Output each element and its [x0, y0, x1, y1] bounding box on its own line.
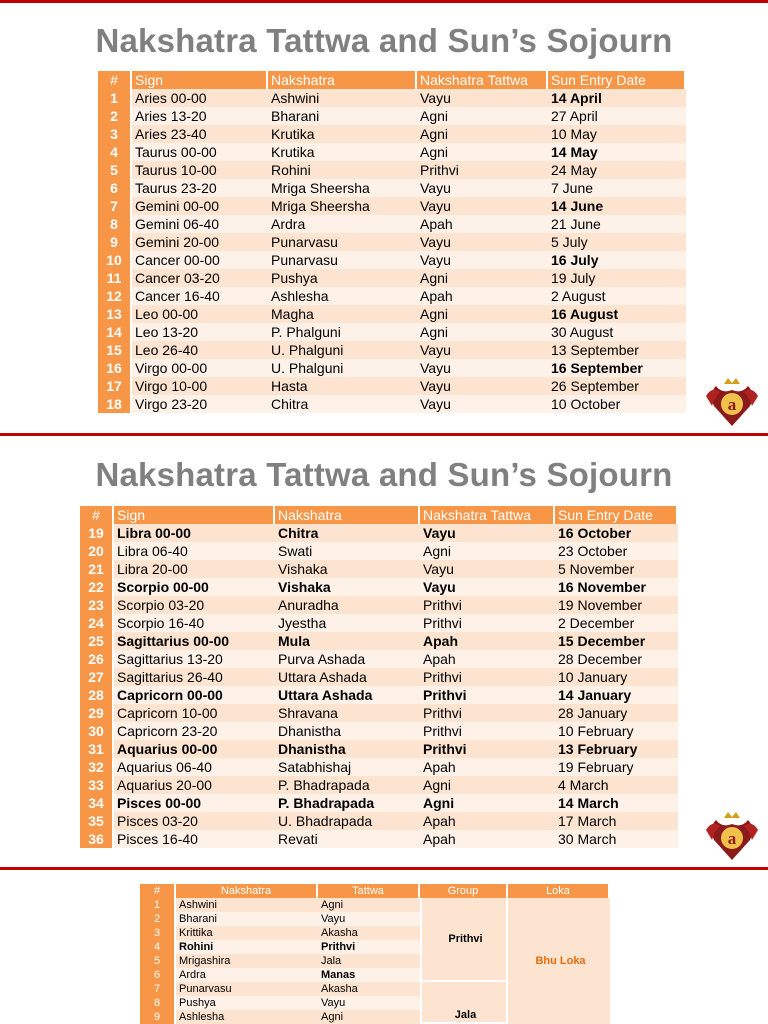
- row-number: 24: [80, 614, 114, 632]
- row-number: 25: [80, 632, 114, 650]
- nakshatra-cell: Chitra: [275, 524, 420, 542]
- table-row: [98, 287, 686, 305]
- sun-entry-date-cell: 16 July: [548, 251, 686, 269]
- table-row: [80, 722, 678, 740]
- tattwa-cell: Prithvi: [417, 161, 548, 179]
- table-row: [98, 89, 686, 107]
- slide1-title: Nakshatra Tattwa and Sun’s Sojourn: [95, 22, 673, 59]
- row-number: 4: [98, 143, 132, 161]
- tattwa-cell: Akasha: [318, 926, 420, 940]
- row-number: 11: [98, 269, 132, 287]
- column-header: Nakshatra: [275, 506, 420, 524]
- nakshatra-cell: Jyestha: [275, 614, 420, 632]
- sun-entry-date-cell: 17 March: [555, 812, 678, 830]
- nakshatra-cell: Rohini: [176, 940, 318, 954]
- sign-cell: Sagittarius 26-40: [114, 668, 275, 686]
- tattwa-cell: Prithvi: [420, 722, 555, 740]
- tattwa-cell: Prithvi: [420, 614, 555, 632]
- table-row: [80, 794, 678, 812]
- sun-entry-date-cell: 16 August: [548, 305, 686, 323]
- sign-cell: Aries 13-20: [132, 107, 268, 125]
- tattwa-cell: Vayu: [417, 359, 548, 377]
- sign-cell: Cancer 00-00: [132, 251, 268, 269]
- table-header-row: [140, 884, 610, 898]
- row-number: 9: [140, 1010, 176, 1024]
- nakshatra-cell: Revati: [275, 830, 420, 848]
- row-number: 8: [98, 215, 132, 233]
- column-header: Nakshatra Tattwa: [417, 71, 548, 89]
- tattwa-cell: Agni: [318, 1010, 420, 1024]
- sun-entry-date-cell: 28 January: [555, 704, 678, 722]
- table-row: [80, 830, 678, 848]
- row-number: 2: [98, 107, 132, 125]
- slide2-table: [80, 506, 678, 848]
- column-header: #: [140, 884, 176, 898]
- nakshatra-cell: Ardra: [176, 968, 318, 982]
- row-number: 7: [140, 982, 176, 996]
- nakshatra-cell: Punarvasu: [176, 982, 318, 996]
- row-number: 22: [80, 578, 114, 596]
- tattwa-cell: Agni: [417, 323, 548, 341]
- sun-entry-date-cell: 30 August: [548, 323, 686, 341]
- sun-entry-date-cell: 5 November: [555, 560, 678, 578]
- table-row: [80, 578, 678, 596]
- row-number: 16: [98, 359, 132, 377]
- tattwa-cell: Apah: [420, 812, 555, 830]
- row-number: 15: [98, 341, 132, 359]
- tattwa-cell: Apah: [420, 830, 555, 848]
- table-row: [98, 323, 686, 341]
- table-row: [98, 107, 686, 125]
- row-number: 10: [98, 251, 132, 269]
- row-number: 6: [140, 968, 176, 982]
- nakshatra-cell: Ardra: [268, 215, 417, 233]
- table-row: [80, 614, 678, 632]
- table-row: [98, 215, 686, 233]
- table-row: [140, 898, 610, 912]
- sun-entry-date-cell: 7 June: [548, 179, 686, 197]
- sign-cell: Scorpio 03-20: [114, 596, 275, 614]
- logo-letter: a: [727, 395, 737, 414]
- table-row: [98, 395, 686, 413]
- row-number: 35: [80, 812, 114, 830]
- sign-cell: Sagittarius 00-00: [114, 632, 275, 650]
- nakshatra-cell: Rohini: [268, 161, 417, 179]
- nakshatra-cell: Shravana: [275, 704, 420, 722]
- sun-entry-date-cell: 10 January: [555, 668, 678, 686]
- sun-entry-date-cell: 14 April: [548, 89, 686, 107]
- sun-entry-date-cell: 4 March: [555, 776, 678, 794]
- nakshatra-cell: Mriga Sheersha: [268, 179, 417, 197]
- sun-entry-date-cell: 15 December: [555, 632, 678, 650]
- sun-entry-date-cell: 19 February: [555, 758, 678, 776]
- table-row: [80, 668, 678, 686]
- sun-entry-date-cell: 19 November: [555, 596, 678, 614]
- row-number: 32: [80, 758, 114, 776]
- nakshatra-cell: P. Phalguni: [268, 323, 417, 341]
- nakshatra-cell: U. Bhadrapada: [275, 812, 420, 830]
- row-number: 9: [98, 233, 132, 251]
- nakshatra-cell: Vishaka: [275, 560, 420, 578]
- tattwa-cell: Prithvi: [420, 740, 555, 758]
- column-header: Sun Entry Date: [555, 506, 678, 524]
- row-number: 12: [98, 287, 132, 305]
- tattwa-cell: Agni: [420, 542, 555, 560]
- column-header: Tattwa: [318, 884, 420, 898]
- nakshatra-cell: Ashwini: [268, 89, 417, 107]
- row-number: 31: [80, 740, 114, 758]
- table-row: [98, 377, 686, 395]
- table-row: [98, 269, 686, 287]
- tattwa-cell: Vayu: [417, 395, 548, 413]
- tattwa-cell: Agni: [417, 125, 548, 143]
- nakshatra-cell: Mriga Sheersha: [268, 197, 417, 215]
- tattwa-cell: Agni: [417, 305, 548, 323]
- row-number: 33: [80, 776, 114, 794]
- table-row: [98, 251, 686, 269]
- sign-cell: Aquarius 20-00: [114, 776, 275, 794]
- nakshatra-cell: Chitra: [268, 395, 417, 413]
- sign-cell: Leo 26-40: [132, 341, 268, 359]
- nakshatra-cell: Dhanistha: [275, 722, 420, 740]
- table-row: [98, 197, 686, 215]
- sign-cell: Libra 20-00: [114, 560, 275, 578]
- column-header: Sign: [114, 506, 275, 524]
- sign-cell: Sagittarius 13-20: [114, 650, 275, 668]
- sun-entry-date-cell: 14 May: [548, 143, 686, 161]
- column-header: Group: [420, 884, 508, 898]
- row-number: 1: [140, 898, 176, 912]
- row-number: 19: [80, 524, 114, 542]
- tattwa-cell: Agni: [318, 898, 420, 912]
- row-number: 21: [80, 560, 114, 578]
- nakshatra-cell: Krutika: [268, 125, 417, 143]
- tattwa-cell: Agni: [420, 776, 555, 794]
- sun-entry-date-cell: 5 July: [548, 233, 686, 251]
- sign-cell: Aries 00-00: [132, 89, 268, 107]
- tattwa-cell: Akasha: [318, 982, 420, 996]
- logo-letter: a: [727, 829, 737, 848]
- table-row: [80, 812, 678, 830]
- row-number: 17: [98, 377, 132, 395]
- nakshatra-cell: P. Bhadrapada: [275, 776, 420, 794]
- sun-entry-date-cell: 24 May: [548, 161, 686, 179]
- row-number: 34: [80, 794, 114, 812]
- sign-cell: Gemini 00-00: [132, 197, 268, 215]
- sign-cell: Capricorn 00-00: [114, 686, 275, 704]
- sign-cell: Leo 00-00: [132, 305, 268, 323]
- table-row: [80, 560, 678, 578]
- tattwa-cell: Vayu: [318, 996, 420, 1010]
- row-number: 26: [80, 650, 114, 668]
- slide1-bottom-rule: [0, 433, 768, 436]
- tattwa-cell: Prithvi: [420, 668, 555, 686]
- sign-cell: Scorpio 16-40: [114, 614, 275, 632]
- tattwa-cell: Vayu: [417, 179, 548, 197]
- column-header: Sun Entry Date: [548, 71, 686, 89]
- table-row: [80, 686, 678, 704]
- tattwa-cell: Jala: [318, 954, 420, 968]
- nakshatra-cell: Purva Ashada: [275, 650, 420, 668]
- sign-cell: Taurus 10-00: [132, 161, 268, 179]
- nakshatra-cell: U. Phalguni: [268, 359, 417, 377]
- tattwa-cell: Vayu: [420, 560, 555, 578]
- tattwa-cell: Vayu: [417, 197, 548, 215]
- crest-logo-icon: [704, 376, 760, 432]
- tattwa-cell: Vayu: [417, 341, 548, 359]
- sign-cell: Scorpio 00-00: [114, 578, 275, 596]
- table-header-row: [80, 506, 678, 524]
- sign-cell: Pisces 03-20: [114, 812, 275, 830]
- row-number: 20: [80, 542, 114, 560]
- row-number: 36: [80, 830, 114, 848]
- table-row: [80, 542, 678, 560]
- row-number: 1: [98, 89, 132, 107]
- tattwa-cell: Agni: [417, 107, 548, 125]
- row-number: 27: [80, 668, 114, 686]
- nakshatra-cell: Swati: [275, 542, 420, 560]
- tattwa-cell: Apah: [420, 632, 555, 650]
- sign-cell: Cancer 16-40: [132, 287, 268, 305]
- tattwa-cell: Vayu: [417, 233, 548, 251]
- sun-entry-date-cell: 14 June: [548, 197, 686, 215]
- column-header: Nakshatra: [268, 71, 417, 89]
- nakshatra-cell: Ashwini: [176, 898, 318, 912]
- sun-entry-date-cell: 2 December: [555, 614, 678, 632]
- sun-entry-date-cell: 23 October: [555, 542, 678, 560]
- sign-cell: Gemini 06-40: [132, 215, 268, 233]
- tattwa-cell: Prithvi: [420, 704, 555, 722]
- sun-entry-date-cell: 19 July: [548, 269, 686, 287]
- group-cell: Prithvi: [420, 898, 508, 982]
- nakshatra-cell: U. Phalguni: [268, 341, 417, 359]
- nakshatra-cell: Pushya: [176, 996, 318, 1010]
- table-header-row: [98, 71, 686, 89]
- sun-entry-date-cell: 2 August: [548, 287, 686, 305]
- sign-cell: Libra 06-40: [114, 542, 275, 560]
- slide1-top-rule: [0, 0, 768, 3]
- nakshatra-cell: Krutika: [268, 143, 417, 161]
- row-number: 4: [140, 940, 176, 954]
- table-row: [98, 341, 686, 359]
- sign-cell: Cancer 03-20: [132, 269, 268, 287]
- nakshatra-cell: Ashlesha: [268, 287, 417, 305]
- tattwa-cell: Apah: [420, 758, 555, 776]
- table-row: [98, 143, 686, 161]
- row-number: 6: [98, 179, 132, 197]
- sign-cell: Capricorn 10-00: [114, 704, 275, 722]
- nakshatra-cell: Mula: [275, 632, 420, 650]
- sign-cell: Virgo 23-20: [132, 395, 268, 413]
- nakshatra-cell: Pushya: [268, 269, 417, 287]
- tattwa-cell: Vayu: [420, 578, 555, 596]
- sun-entry-date-cell: 10 October: [548, 395, 686, 413]
- tattwa-cell: Manas: [318, 968, 420, 982]
- nakshatra-cell: Bharani: [268, 107, 417, 125]
- row-number: 3: [98, 125, 132, 143]
- sun-entry-date-cell: 10 May: [548, 125, 686, 143]
- row-number: 7: [98, 197, 132, 215]
- sun-entry-date-cell: 26 September: [548, 377, 686, 395]
- row-number: 30: [80, 722, 114, 740]
- row-number: 18: [98, 395, 132, 413]
- row-number: 13: [98, 305, 132, 323]
- sign-cell: Aries 23-40: [132, 125, 268, 143]
- nakshatra-cell: Uttara Ashada: [275, 686, 420, 704]
- nakshatra-cell: Punarvasu: [268, 233, 417, 251]
- nakshatra-cell: Ashlesha: [176, 1010, 318, 1024]
- row-number: 23: [80, 596, 114, 614]
- row-number: 5: [140, 954, 176, 968]
- tattwa-cell: Apah: [417, 215, 548, 233]
- table-row: [80, 596, 678, 614]
- row-number: 14: [98, 323, 132, 341]
- column-header: #: [80, 506, 114, 524]
- tattwa-cell: Agni: [420, 794, 555, 812]
- row-number: 2: [140, 912, 176, 926]
- nakshatra-cell: Magha: [268, 305, 417, 323]
- tattwa-cell: Apah: [417, 287, 548, 305]
- sun-entry-date-cell: 16 November: [555, 578, 678, 596]
- tattwa-cell: Prithvi: [420, 596, 555, 614]
- row-number: 8: [140, 996, 176, 1010]
- sun-entry-date-cell: 16 September: [548, 359, 686, 377]
- sun-entry-date-cell: 28 December: [555, 650, 678, 668]
- tattwa-cell: Vayu: [417, 377, 548, 395]
- slide2-bottom-rule: [0, 867, 768, 870]
- sun-entry-date-cell: 10 February: [555, 722, 678, 740]
- slide1-table: [98, 71, 686, 413]
- nakshatra-cell: Hasta: [268, 377, 417, 395]
- table-row: [80, 776, 678, 794]
- tattwa-cell: Vayu: [417, 251, 548, 269]
- table-row: [80, 632, 678, 650]
- sun-entry-date-cell: 13 February: [555, 740, 678, 758]
- sun-entry-date-cell: 14 January: [555, 686, 678, 704]
- table-row: [98, 305, 686, 323]
- tattwa-cell: Apah: [420, 650, 555, 668]
- sun-entry-date-cell: 21 June: [548, 215, 686, 233]
- sign-cell: Taurus 00-00: [132, 143, 268, 161]
- sun-entry-date-cell: 16 October: [555, 524, 678, 542]
- table-row: [80, 704, 678, 722]
- slide2-title: Nakshatra Tattwa and Sun’s Sojourn: [95, 456, 673, 493]
- tattwa-cell: Vayu: [417, 89, 548, 107]
- sun-entry-date-cell: 27 April: [548, 107, 686, 125]
- table-row: [98, 161, 686, 179]
- table-row: [98, 233, 686, 251]
- nakshatra-cell: P. Bhadrapada: [275, 794, 420, 812]
- column-header: Nakshatra: [176, 884, 318, 898]
- tattwa-cell: Vayu: [420, 524, 555, 542]
- tattwa-cell: Vayu: [318, 912, 420, 926]
- table-row: [80, 758, 678, 776]
- nakshatra-cell: Anuradha: [275, 596, 420, 614]
- row-number: 29: [80, 704, 114, 722]
- tattwa-cell: Agni: [417, 143, 548, 161]
- sign-cell: Leo 13-20: [132, 323, 268, 341]
- sign-cell: Pisces 16-40: [114, 830, 275, 848]
- table-row: [80, 524, 678, 542]
- sign-cell: Pisces 00-00: [114, 794, 275, 812]
- sign-cell: Aquarius 00-00: [114, 740, 275, 758]
- sign-cell: Virgo 10-00: [132, 377, 268, 395]
- column-header: Nakshatra Tattwa: [420, 506, 555, 524]
- sign-cell: Gemini 20-00: [132, 233, 268, 251]
- nakshatra-cell: Punarvasu: [268, 251, 417, 269]
- sun-entry-date-cell: 13 September: [548, 341, 686, 359]
- table-row: [98, 125, 686, 143]
- tattwa-cell: Agni: [417, 269, 548, 287]
- nakshatra-cell: Uttara Ashada: [275, 668, 420, 686]
- row-number: 28: [80, 686, 114, 704]
- table-row: [98, 359, 686, 377]
- sun-entry-date-cell: 14 March: [555, 794, 678, 812]
- nakshatra-cell: Mrigashira: [176, 954, 318, 968]
- nakshatra-cell: Satabhishaj: [275, 758, 420, 776]
- sign-cell: Taurus 23-20: [132, 179, 268, 197]
- column-header: Sign: [132, 71, 268, 89]
- slide3-table: [140, 884, 610, 1024]
- tattwa-cell: Prithvi: [420, 686, 555, 704]
- crest-logo-icon: [704, 810, 760, 866]
- sign-cell: Capricorn 23-20: [114, 722, 275, 740]
- sun-entry-date-cell: 30 March: [555, 830, 678, 848]
- sign-cell: Aquarius 06-40: [114, 758, 275, 776]
- table-row: [80, 740, 678, 758]
- row-number: 3: [140, 926, 176, 940]
- sign-cell: Libra 00-00: [114, 524, 275, 542]
- sign-cell: Virgo 00-00: [132, 359, 268, 377]
- nakshatra-cell: Dhanistha: [275, 740, 420, 758]
- nakshatra-cell: Krittika: [176, 926, 318, 940]
- table-row: [80, 650, 678, 668]
- nakshatra-cell: Vishaka: [275, 578, 420, 596]
- loka-cell: Bhu Loka: [508, 898, 610, 1024]
- column-header: #: [98, 71, 132, 89]
- tattwa-cell: Prithvi: [318, 940, 420, 954]
- column-header: Loka: [508, 884, 610, 898]
- table-row: [98, 179, 686, 197]
- nakshatra-cell: Bharani: [176, 912, 318, 926]
- row-number: 5: [98, 161, 132, 179]
- group-cell: Jala: [420, 982, 508, 1024]
